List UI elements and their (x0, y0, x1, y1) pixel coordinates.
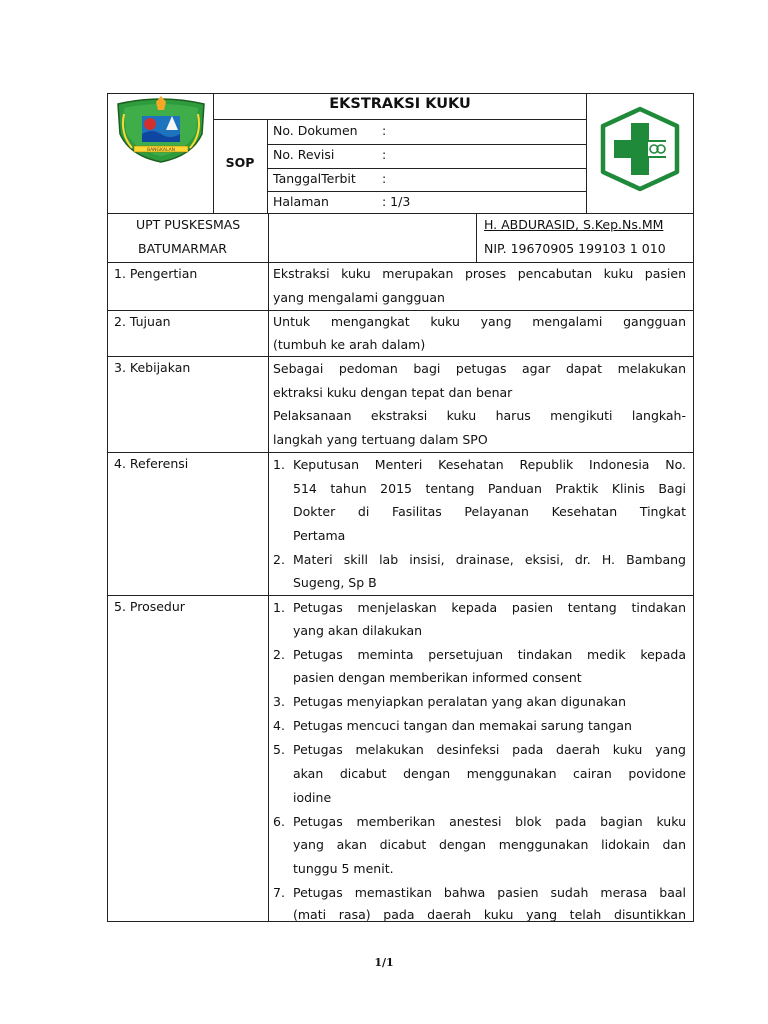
referensi-item-line: Keputusan Menteri Kesehatan Republik Indonesia No. (293, 457, 686, 472)
emblem-banner-text: BANGKALAN (146, 148, 176, 153)
referensi-item-line: Dokter di Fasilitas Pelayanan Kesehatan Tingkat (293, 504, 686, 519)
referensi-item-line: Materi skill lab insisi, drainase, eksisi, dr. H. Bambang (293, 552, 686, 567)
referensi-item-number: 2. (273, 552, 285, 567)
section-label-tujuan: 2. Tujuan (114, 314, 171, 329)
field-no-dokumen-value: : (382, 123, 387, 138)
section-label-pengertian: 1. Pengertian (114, 266, 198, 281)
puskesmas-logo (598, 106, 682, 192)
tujuan-line: Untuk mengangkat kuku yang mengalami gangguan (273, 314, 686, 329)
prosedur-item-number: 1. (273, 600, 285, 615)
field-halaman-value: : 1/3 (382, 194, 411, 209)
divider-v-sop (267, 119, 268, 213)
prosedur-item-number: 7. (273, 885, 285, 900)
signer-nip: NIP. 19670905 199103 1 010 (484, 241, 666, 256)
kebijakan-line: ektraksi kuku dengan tepat dan benar (273, 385, 513, 400)
divider-h-title (213, 119, 587, 120)
prosedur-item-line: Petugas memberikan anestesi blok pada bagian kuku (293, 814, 686, 829)
prosedur-item-number: 4. (273, 718, 285, 733)
field-no-dokumen-label: No. Dokumen (273, 123, 358, 138)
prosedur-item-line: Petugas mencuci tangan dan memakai sarung tangan (293, 718, 632, 733)
kebijakan-line: Pelaksanaan ekstraksi kuku harus mengikuti langkah- (273, 408, 686, 423)
tujuan-line: (tumbuh ke arah dalam) (273, 337, 426, 352)
regional-emblem-logo (112, 94, 210, 164)
prosedur-item-line: iodine (293, 790, 332, 805)
prosedur-item-number: 5. (273, 742, 285, 757)
prosedur-item-number: 3. (273, 694, 285, 709)
prosedur-item-line: (mati rasa) pada daerah kuku yang telah disuntikkan (293, 907, 686, 921)
pengertian-line: yang mengalami gangguan (273, 290, 445, 305)
org-name-line1: UPT PUSKESMAS (136, 217, 241, 232)
signer-name: H. ABDURASID, S.Kep.Ns.MM (484, 217, 664, 232)
field-tanggal-terbit-label: TanggalTerbit (273, 171, 356, 186)
prosedur-item-line: tunggu 5 menit. (293, 861, 394, 876)
section-label-prosedur: 5. Prosedur (114, 599, 185, 614)
referensi-item-line: Sugeng, Sp B (293, 575, 377, 590)
sop-label: SOP (225, 155, 255, 170)
org-name-line2: BATUMARMAR (138, 241, 227, 256)
divider-v-right-logo (586, 93, 587, 213)
section-label-referensi: 4. Referensi (114, 456, 189, 471)
prosedur-item-line: yang akan dilakukan (293, 623, 423, 638)
prosedur-item-line: pasien dengan memberikan informed consent (293, 670, 582, 685)
referensi-item-line: Pertama (293, 528, 346, 543)
prosedur-item-line: Petugas meminta persetujuan tindakan medik kepada (293, 647, 686, 662)
table-border-bottom (107, 921, 694, 922)
field-halaman-label: Halaman (273, 194, 329, 209)
field-no-revisi-value: : (382, 147, 387, 162)
kebijakan-line: Sebagai pedoman bagi petugas agar dapat melakukan (273, 361, 686, 376)
referensi-item-number: 1. (273, 457, 285, 472)
table-border-left (107, 93, 108, 922)
prosedur-item-number: 2. (273, 647, 285, 662)
table-border-right (693, 93, 694, 922)
referensi-item-line: 514 tahun 2015 tentang Panduan Praktik Klinis Bagi (293, 481, 686, 496)
pengertian-line: Ekstraksi kuku merupakan proses pencabutan kuku pasien (273, 266, 686, 281)
prosedur-item-line: yang akan dicabut dengan menggunakan lidokain dan (293, 837, 686, 852)
prosedur-item-line: Petugas melakukan desinfeksi pada daerah kuku yang (293, 742, 686, 757)
prosedur-item-line: Petugas memastikan bahwa pasien sudah merasa baal (293, 885, 686, 900)
document-title: EKSTRAKSI KUKU (329, 96, 471, 112)
field-tanggal-terbit-value: : (382, 171, 387, 186)
divider-v-signer (476, 213, 477, 263)
prosedur-item-line: Petugas menjelaskan kepada pasien tentang tindakan (293, 600, 686, 615)
page-number: 1/1 (374, 956, 394, 969)
field-no-revisi-label: No. Revisi (273, 147, 335, 162)
section-label-kebijakan: 3. Kebijakan (114, 360, 191, 375)
prosedur-item-number: 6. (273, 814, 285, 829)
prosedur-item-line: Petugas menyiapkan peralatan yang akan digunakan (293, 694, 627, 709)
prosedur-item-line: akan dicabut dengan menggunakan cairan povidone (293, 766, 686, 781)
divider-v-org (268, 213, 269, 922)
kebijakan-line: langkah yang tertuang dalam SPO (273, 432, 488, 447)
